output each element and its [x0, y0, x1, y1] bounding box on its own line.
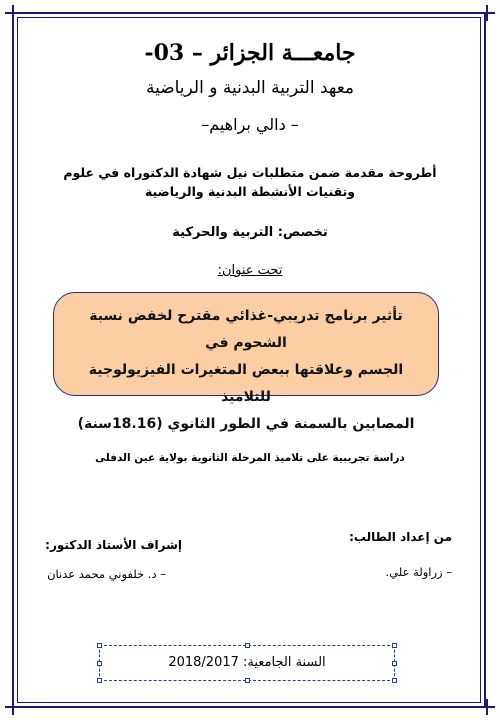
under-title-text: تحت عنوان: [217, 263, 283, 278]
resize-handle-icon[interactable] [97, 678, 102, 683]
corner-ornament-icon [5, 5, 21, 21]
campus-name: – دالي براهيم– [201, 115, 299, 134]
thesis-title-line: المصابين بالسمنة في الطور الثانوي (18.16سنة) [77, 416, 415, 432]
resize-handle-icon[interactable] [245, 643, 250, 648]
resize-handle-icon[interactable] [392, 678, 397, 683]
resize-handle-icon[interactable] [392, 661, 397, 666]
thesis-title-line: الجسم وعلاقتها ببعض المتغيرات الفيزيولوجية للتلاميذ [88, 362, 404, 405]
resize-handle-icon[interactable] [97, 643, 102, 648]
corner-ornament-icon [5, 699, 21, 715]
student-name: – زراولة علي. [385, 565, 452, 579]
corner-ornament-icon [479, 5, 495, 21]
resize-handle-icon[interactable] [97, 661, 102, 666]
study-note: دراسة تجريبية على تلاميذ المرحلة الثانوية بولاية عين الدفلى [95, 452, 405, 464]
thesis-purpose: أطروحة مقدمة ضمن متطلبات نيل شهادة الدكتوراه في علوم وتقنيات الأنشطة البدنية والرياضية [63, 165, 437, 199]
specialization: تخصص: التربية والحركية [172, 225, 328, 240]
under-title-label [20, 263, 480, 278]
supervisor-label: إشراف الأستاذ الدكتور: [45, 538, 182, 552]
academic-year-box[interactable] [99, 645, 395, 681]
thesis-title-box [53, 292, 439, 432]
thesis-title-line: تأثير برنامج تدريبي-غذائي مقترح لخفض نسبة الشحوم في [89, 308, 403, 351]
supervisor-name: – د. خلفوني محمد عدنان [47, 567, 166, 581]
academic-year: السنة الجامعية: 2018/2017 [168, 655, 326, 670]
university-name: جامعـــة الجزائر – 03- [144, 40, 356, 66]
corner-ornament-icon [479, 699, 495, 715]
resize-handle-icon[interactable] [245, 678, 250, 683]
institute-name: معهد التربية البدنية و الرياضية [145, 78, 355, 98]
resize-handle-icon[interactable] [392, 643, 397, 648]
student-label: من إعداد الطالب: [349, 530, 452, 544]
